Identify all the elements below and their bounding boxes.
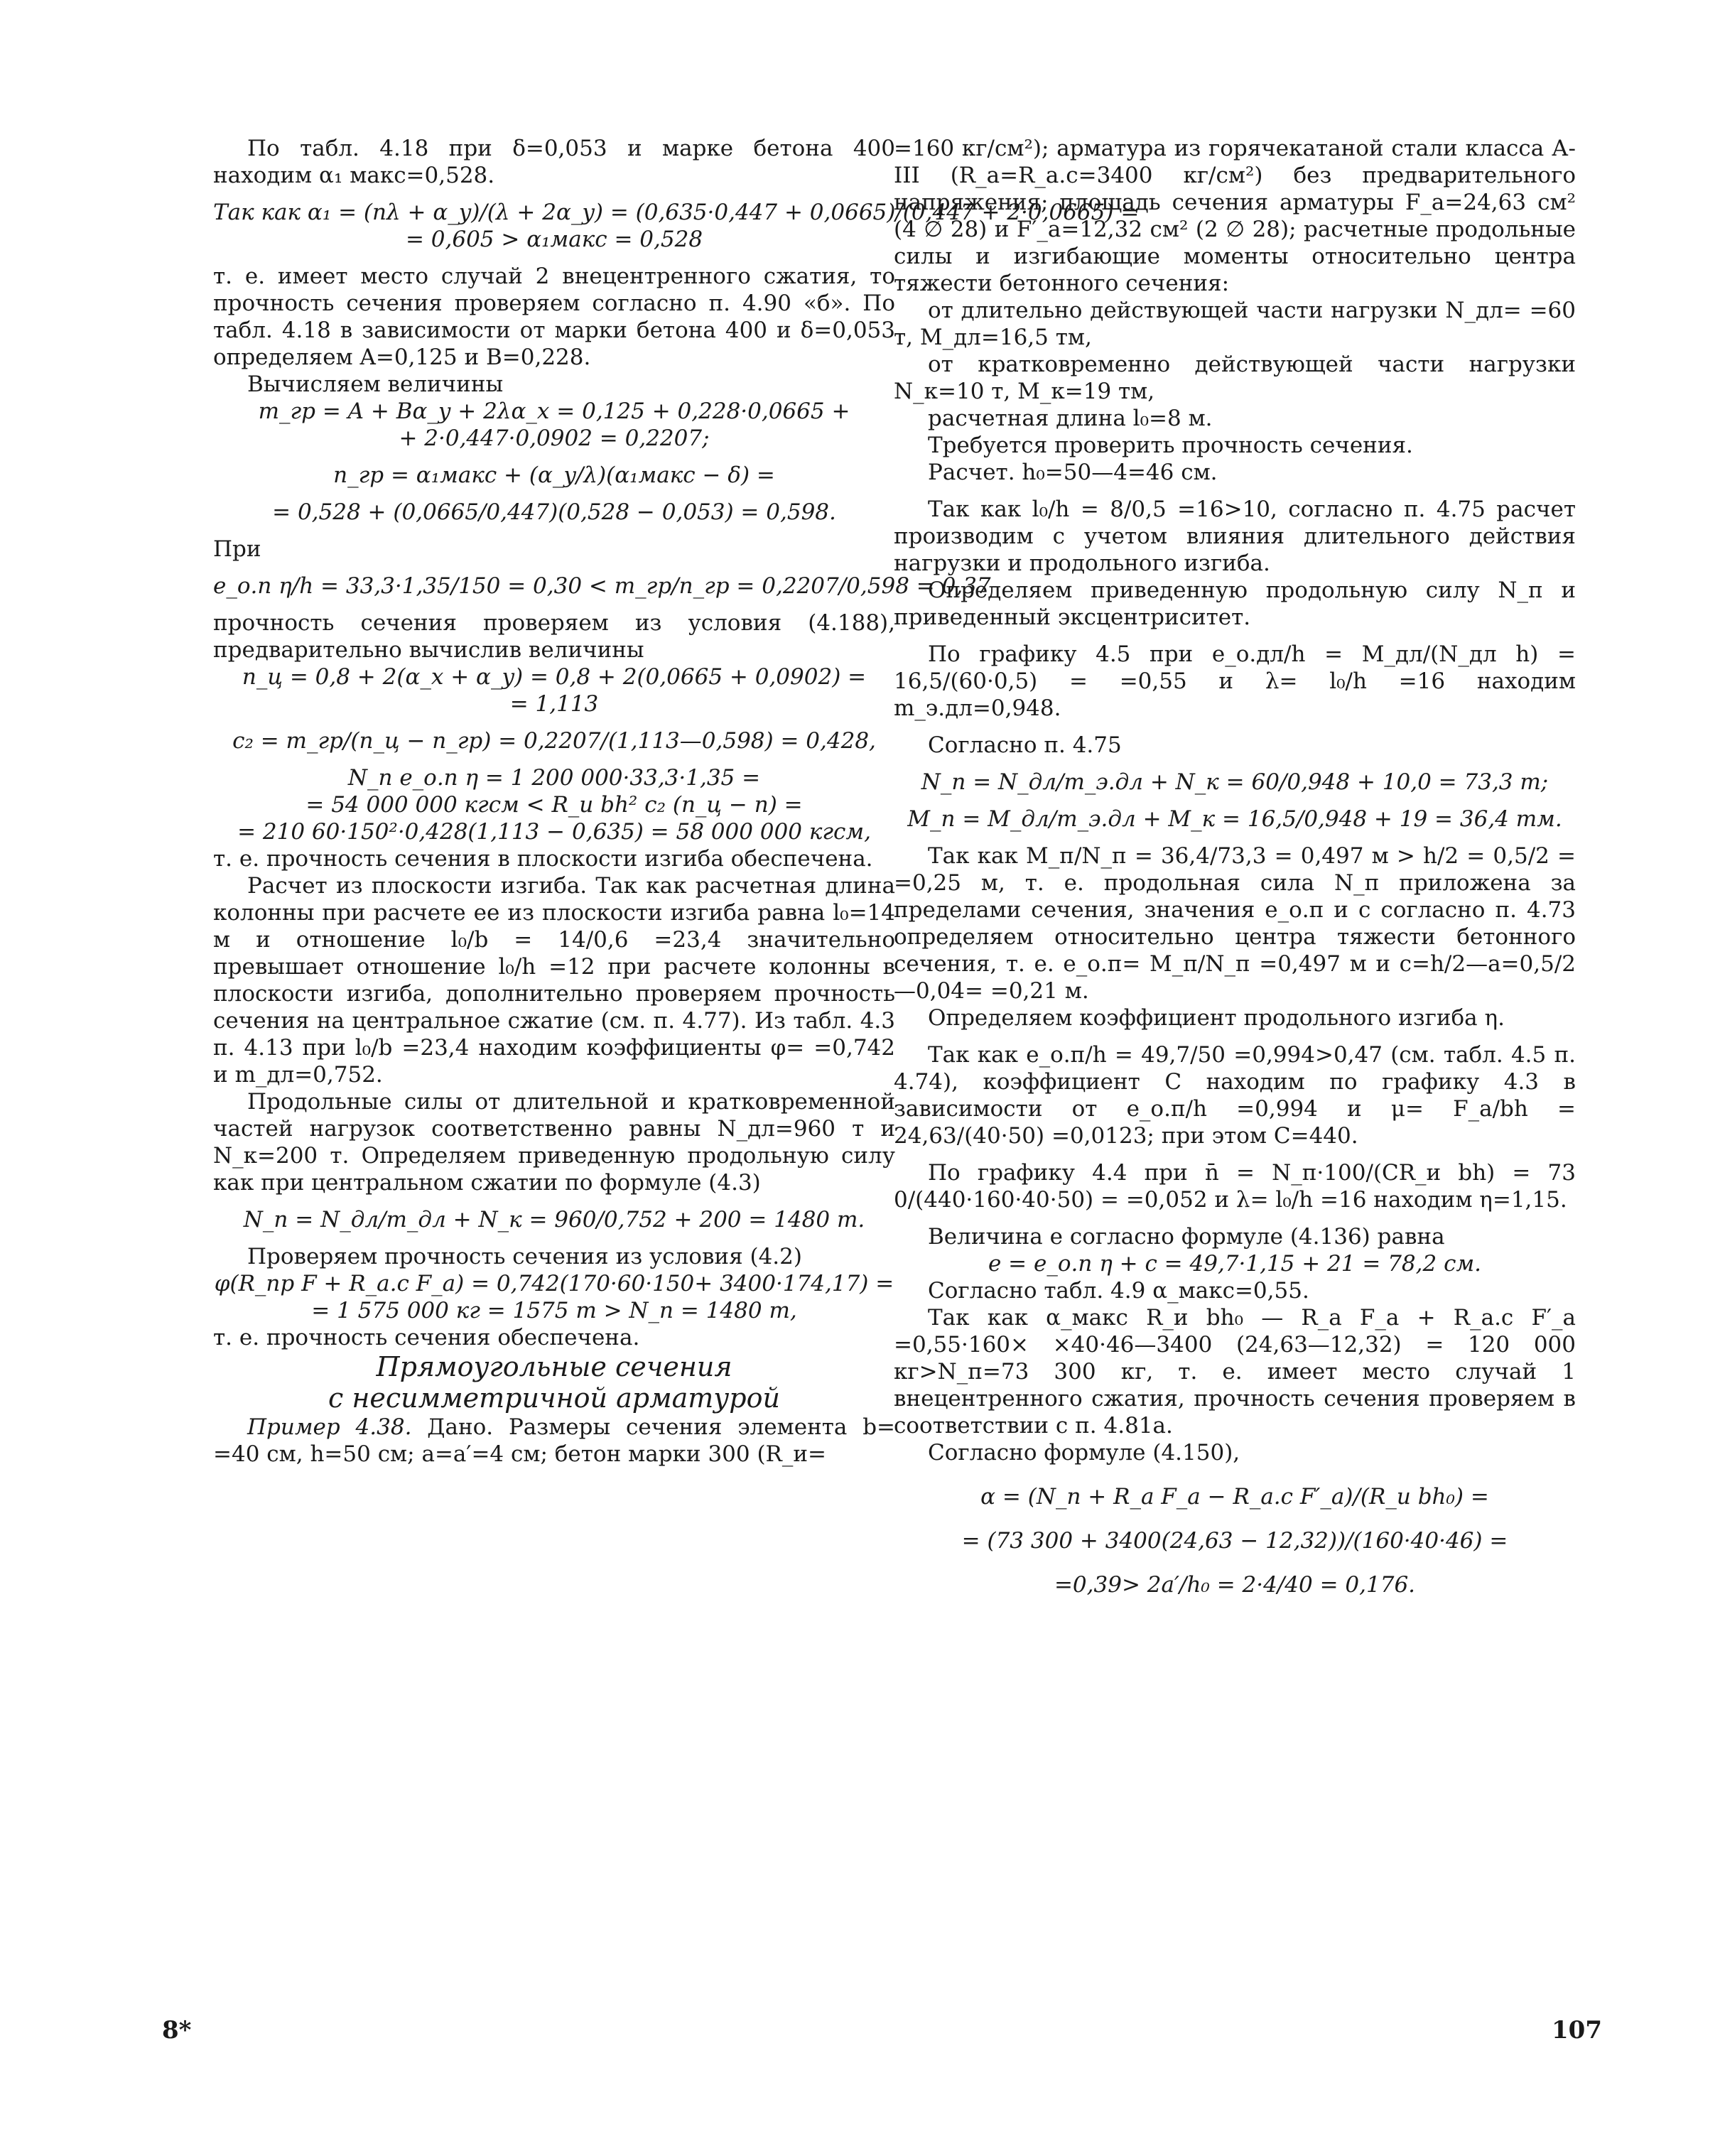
paragraph: Продольные силы от длительной и кратковременной частей нагрузок соответственно равны N_дл=960 т и N_к=200 т. Определяем приведенную продольную силу как при центральном сжатии по формуле (4.3) xyxy=(213,1089,895,1196)
paragraph: Согласно формуле (4.150), xyxy=(928,1440,1240,1466)
page-number: 107 xyxy=(1552,2016,1602,2044)
section-title-line-2: с несимметричной арматурой xyxy=(328,1382,780,1414)
equation: = 54 000 000 кгсм < R_и bh² c₂ (n_ц − n) = xyxy=(305,792,803,818)
equation: N_п = N_дл/m_э.дл + N_к = 60/0,948 + 10,0 = 73,3 т; xyxy=(921,769,1549,795)
paragraph: т. е. имеет место случай 2 внецентренного сжатия, то прочность сечения проверяем согласно п. 4.90 «б». По табл. 4.18 в зависимости от марки бетона 400 и δ=0,053 определяем A=0,125 и B=0,228. xyxy=(213,264,895,370)
paragraph: от кратковременно действующей части нагрузки N_к=10 т, M_к=19 тм, xyxy=(894,352,1576,404)
paragraph: расчетная длина l₀=8 м. xyxy=(928,406,1213,431)
paragraph: Проверяем прочность сечения из условия (4.2) xyxy=(247,1244,802,1269)
paragraph: Расчет. h₀=50—4=46 см. xyxy=(928,460,1218,485)
paragraph: Определяем коэффициент продольного изгиба η. xyxy=(928,1005,1505,1031)
equation: M_п = M_дл/m_э.дл + M_к = 16,5/0,948 + 19 = 36,4 тм. xyxy=(907,806,1562,832)
equation: n_ц = 0,8 + 2(α_x + α_y) = 0,8 + 2(0,0665 + 0,0902) = xyxy=(242,664,867,690)
equation: = (73 300 + 3400(24,63 − 12,32))/(160·40·46) = xyxy=(961,1528,1508,1554)
equation: = 0,528 + (0,0665/0,447)(0,528 − 0,053) = 0,598. xyxy=(272,499,836,525)
paragraph: Так как l₀/h = 8/0,5 =16>10, согласно п. 4.75 расчет производим с учетом влияния длительного действия нагрузки и продольного изгиба. xyxy=(894,497,1576,576)
paragraph: Требуется проверить прочность сечения. xyxy=(928,433,1413,458)
paragraph: прочность сечения проверяем из условия (4.188), предварительно вычислив величины xyxy=(213,610,895,663)
paragraph: =160 кг/см²); арматура из горячекатаной стали класса А-III (R_а=R_а.с=3400 кг/см²) без предварительного напряжения; площадь сечения арматуры F_а=24,63 см² (4 ∅ 28) и F′_а=12,32 см² (2 ∅ 28); расчетные продольные силы и изгибающие моменты относительно центра тяжести бетонного сечения: xyxy=(894,136,1576,296)
paragraph: Так как M_п/N_п = 36,4/73,3 = 0,497 м > h/2 = 0,5/2 = =0,25 м, т. е. продольная сила N_п приложена за пределами сечения, значения e_о.п и c согласно п. 4.73 определяем относительно центра тяжести бетонного сечения, т. е. e_о.п= M_п/N_п =0,497 м и c=h/2—a=0,5/2—0,04= =0,21 м. xyxy=(894,843,1576,1004)
equation: c₂ = m_гр/(n_ц − n_гр) = 0,2207/(1,113—0,598) = 0,428, xyxy=(232,728,876,754)
paragraph: т. е. прочность сечения обеспечена. xyxy=(213,1325,640,1350)
equation: n_гр = α₁макс + (α_y/λ)(α₁макс − δ) = xyxy=(333,462,775,488)
paragraph: т. е. прочность сечения в плоскости изгиба обеспечена. xyxy=(213,846,873,872)
paragraph: Определяем приведенную продольную силу N_п и приведенный эксцентриситет. xyxy=(894,578,1576,630)
paragraph: Вычисляем величины xyxy=(247,372,504,397)
signature-mark: 8* xyxy=(162,2016,192,2044)
section-title xyxy=(213,1351,895,1414)
equation: =0,39> 2a′/h₀ = 2·4/40 = 0,176. xyxy=(1054,1572,1416,1598)
equation: = 0,605 > α₁макс = 0,528 xyxy=(405,227,703,252)
equation: = 1 575 000 кг = 1575 т > N_п = 1480 т, xyxy=(311,1298,797,1323)
equation: e = e_о.п η + c = 49,7·1,15 + 21 = 78,2 см. xyxy=(988,1251,1482,1277)
equation: = 1,113 xyxy=(509,691,599,717)
paragraph: Согласно табл. 4.9 α_макс=0,55. xyxy=(928,1278,1309,1304)
equation: m_гр = A + Bα_y + 2λα_x = 0,125 + 0,228·0,0665 + xyxy=(258,399,850,424)
equation: N_п e_о.п η = 1 200 000·33,3·1,35 = xyxy=(347,765,761,791)
paragraph: По графику 4.4 при n̄ = N_п·100/(CR_и bh) = 73 0/(440·160·40·50) = =0,052 и λ= l₀/h =16 находим η=1,15. xyxy=(894,1160,1576,1213)
paragraph: По табл. 4.18 при δ=0,053 и марке бетона 400 находим α₁ макс=0,528. xyxy=(213,136,895,188)
equation: Так как α₁ = (nλ + α_y)/(λ + 2α_y) = (0,635·0,447 + 0,0665)/(0,447 + 2·0,0665) = xyxy=(213,200,1140,225)
example-paragraph xyxy=(213,1414,895,1468)
section-title-line-1: Прямоугольные сечения xyxy=(376,1351,732,1382)
example-text: Дано. Размеры сечения элемента b= =40 см, h=50 см; a=a′=4 см; бетон марки 300 (R_и= xyxy=(213,1414,896,1467)
example-label: Пример 4.38. xyxy=(247,1414,412,1440)
paragraph: Величина e согласно формуле (4.136) равна xyxy=(928,1224,1445,1250)
right-column xyxy=(894,135,1576,1598)
equation: + 2·0,447·0,0902 = 0,2207; xyxy=(399,426,710,451)
paragraph: Расчет из плоскости изгиба. Так как расчетная длина колонны при расчете ее из плоскости изгиба равна l₀=14 м и отношение l₀/b = 14/0,6 =23,4 значительно превышает отношение l₀/h =12 при расчете колонны в плоскости изгиба, дополнительно проверяем прочность сечения на центральное сжатие (см. п. 4.77). Из табл. 4.3 п. 4.13 при l₀/b =23,4 находим коэффициенты φ= =0,742 и m_дл=0,752. xyxy=(213,873,895,1088)
paragraph: Согласно п. 4.75 xyxy=(928,732,1122,758)
paragraph: По графику 4.5 при e_о.дл/h = M_дл/(N_дл h) = 16,5/(60·0,5) = =0,55 и λ= l₀/h =16 находим m_э.дл=0,948. xyxy=(894,641,1576,721)
paragraph: Так как α_макс R_и bh₀ — R_а F_а + R_а.с F′_а =0,55·160× ×40·46—3400 (24,63—12,32) = 120 000 кг>N_п=73 300 кг, т. е. имеет место случай 1 внецентренного сжатия, прочность сечения проверяем в соответствии с п. 4.81а. xyxy=(894,1305,1576,1439)
equation: α = (N_п + R_а F_а − R_а.с F′_а)/(R_и bh₀) = xyxy=(980,1484,1489,1510)
equation: = 210 60·150²·0,428(1,113 − 0,635) = 58 000 000 кгсм, xyxy=(237,819,871,845)
equation: φ(R_пр F + R_а.с F_а) = 0,742(170·60·150+ 3400·174,17) = xyxy=(214,1271,894,1296)
paragraph: от длительно действующей части нагрузки N_дл= =60 т, M_дл=16,5 тм, xyxy=(894,298,1576,350)
paragraph: При xyxy=(213,536,261,562)
paragraph: Так как e_о.п/h = 49,7/50 =0,994>0,47 (см. табл. 4.5 п. 4.74), коэффициент C находим по графику 4.3 в зависимости от e_о.п/h =0,994 и μ= F_а/bh = 24,63/(40·50) =0,0123; при этом C=440. xyxy=(894,1042,1576,1149)
equation: N_п = N_дл/m_дл + N_к = 960/0,752 + 200 = 1480 т. xyxy=(243,1207,865,1233)
equation: e_о.п η/h = 33,3·1,35/150 = 0,30 < m_гр/n_гр = 0,2207/0,598 = 0,37 xyxy=(213,573,991,599)
